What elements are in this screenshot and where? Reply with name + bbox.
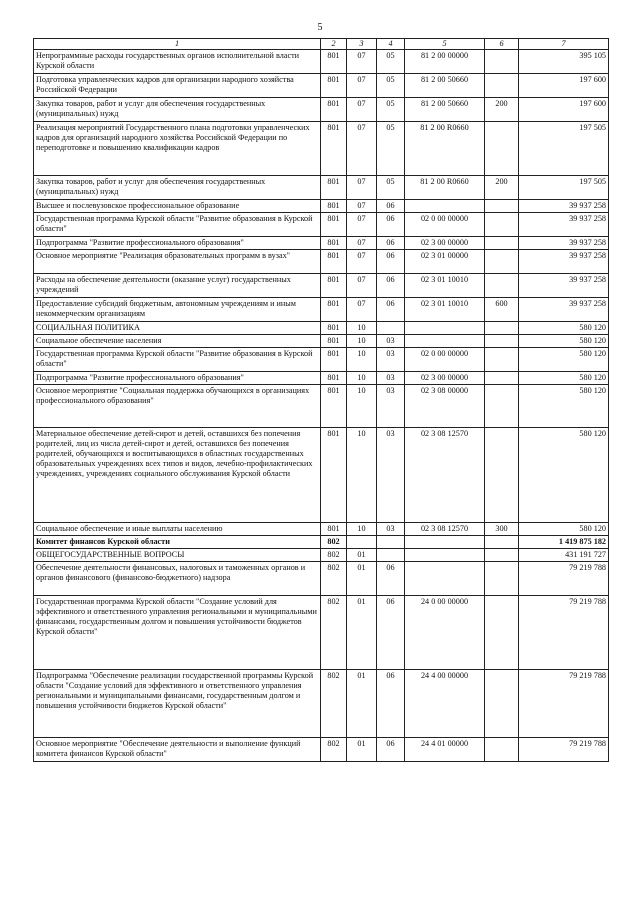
column-header: 1 [34, 39, 321, 50]
subsection-code-cell: 06 [377, 274, 405, 298]
expense-type-cell [485, 670, 519, 738]
row-name-cell: Предоставление субсидий бюджетным, автономным учреждениям и иным некоммерческим организациям [34, 298, 321, 322]
expense-type-cell [485, 213, 519, 237]
amount-cell: 580 120 [519, 428, 609, 523]
row-name-cell: Основное мероприятие "Социальная поддержка обучающихся в организациях профессионального образования" [34, 385, 321, 428]
amount-cell: 580 120 [519, 335, 609, 348]
subsection-code-cell: 06 [377, 670, 405, 738]
row-name-cell: Подпрограмма "Развитие профессионального образования" [34, 372, 321, 385]
table-row [34, 200, 609, 213]
amount-cell: 197 600 [519, 98, 609, 122]
expense-type-cell [485, 322, 519, 335]
row-name-cell: Подпрограмма "Обеспечение реализации государственной программы Курской области "Создание условий для эффективного и ответственного управления региональными и муниципальными финансами, государственным долгом и повышения устойчивости бюджетов Курской области" [34, 670, 321, 738]
row-name-cell: Основное мероприятие "Обеспечение деятельности и выполнение функций комитета финансов Курской области" [34, 738, 321, 762]
target-article-cell: 81 2 00 50660 [405, 98, 485, 122]
row-name-cell: Подготовка управленческих кадров для организации народного хозяйства Российской Федерации [34, 74, 321, 98]
expense-type-cell [485, 536, 519, 549]
section-code-cell: 07 [347, 98, 377, 122]
column-header: 3 [347, 39, 377, 50]
table-row [34, 562, 609, 596]
row-name-cell: Материальное обеспечение детей-сирот и детей, оставшихся без попечения родителей, лиц из числа детей-сирот и детей, оставшихся без попечения родителей, обучающихся и воспитывающихся в областных государственных образовательных учреждениях всех типов и видов, лечебно-профилактических учреждениях, учреждениях социального обслуживания Курской области [34, 428, 321, 523]
target-article-cell: 02 3 08 12570 [405, 428, 485, 523]
column-header: 6 [485, 39, 519, 50]
subsection-code-cell: 06 [377, 237, 405, 250]
ministry-code-cell: 801 [321, 372, 347, 385]
table-row [34, 322, 609, 335]
amount-cell: 79 219 788 [519, 596, 609, 670]
section-code-cell: 10 [347, 335, 377, 348]
section-code-cell: 07 [347, 200, 377, 213]
table-row [34, 428, 609, 523]
row-name-cell: Социальное обеспечение и иные выплаты населению [34, 523, 321, 536]
ministry-code-cell: 801 [321, 428, 347, 523]
section-code-cell: 10 [347, 372, 377, 385]
row-name-cell: Обеспечение деятельности финансовых, налоговых и таможенных органов и органов финансового (финансово-бюджетного) надзора [34, 562, 321, 596]
row-name-cell: Закупка товаров, работ и услуг для обеспечения государственных (муниципальных) нужд [34, 176, 321, 200]
table-row [34, 670, 609, 738]
target-article-cell [405, 200, 485, 213]
target-article-cell [405, 322, 485, 335]
section-code-cell: 10 [347, 428, 377, 523]
subsection-code-cell: 06 [377, 298, 405, 322]
section-code-cell: 01 [347, 562, 377, 596]
target-article-cell [405, 335, 485, 348]
subsection-code-cell: 06 [377, 738, 405, 762]
target-article-cell: 24 4 00 00000 [405, 670, 485, 738]
subsection-code-cell: 03 [377, 348, 405, 372]
table-row [34, 274, 609, 298]
ministry-code-cell: 801 [321, 348, 347, 372]
expense-type-cell [485, 335, 519, 348]
table-row [34, 596, 609, 670]
expense-type-cell [485, 738, 519, 762]
row-name-cell: Закупка товаров, работ и услуг для обеспечения государственных (муниципальных) нужд [34, 98, 321, 122]
section-code-cell: 10 [347, 523, 377, 536]
subsection-code-cell: 06 [377, 250, 405, 274]
amount-cell: 197 600 [519, 74, 609, 98]
target-article-cell: 02 3 08 12570 [405, 523, 485, 536]
table-row [34, 348, 609, 372]
subsection-code-cell: 05 [377, 98, 405, 122]
table-row [34, 385, 609, 428]
subsection-code-cell: 03 [377, 428, 405, 523]
column-header: 2 [321, 39, 347, 50]
target-article-cell: 81 2 00 R0660 [405, 122, 485, 176]
section-code-cell [347, 536, 377, 549]
expense-type-cell [485, 562, 519, 596]
amount-cell: 580 120 [519, 523, 609, 536]
amount-cell: 197 505 [519, 176, 609, 200]
amount-cell: 580 120 [519, 385, 609, 428]
section-code-cell: 07 [347, 176, 377, 200]
table-row [34, 176, 609, 200]
subsection-code-cell: 05 [377, 176, 405, 200]
expense-type-cell [485, 428, 519, 523]
section-code-cell: 01 [347, 670, 377, 738]
ministry-code-cell: 801 [321, 523, 347, 536]
target-article-cell: 81 2 00 00000 [405, 50, 485, 74]
row-name-cell: Государственная программа Курской области "Развитие образования в Курской области" [34, 213, 321, 237]
expense-type-cell [485, 549, 519, 562]
row-name-cell: Расходы на обеспечение деятельности (оказание услуг) государственных учреждений [34, 274, 321, 298]
ministry-code-cell: 801 [321, 74, 347, 98]
ministry-code-cell: 801 [321, 298, 347, 322]
column-header: 5 [405, 39, 485, 50]
row-name-cell: Реализация мероприятий Государственного плана подготовки управленческих кадров для организаций народного хозяйства Российской Федерации по переподготовке и повышению квалификации кадров [34, 122, 321, 176]
ministry-code-cell: 802 [321, 670, 347, 738]
expense-type-cell: 200 [485, 98, 519, 122]
ministry-code-cell: 801 [321, 335, 347, 348]
amount-cell: 580 120 [519, 348, 609, 372]
table-row [34, 74, 609, 98]
budget-table [33, 38, 609, 762]
subsection-code-cell [377, 536, 405, 549]
table-row [34, 738, 609, 762]
target-article-cell: 02 3 00 00000 [405, 237, 485, 250]
table-row [34, 298, 609, 322]
target-article-cell: 02 0 00 00000 [405, 213, 485, 237]
expense-type-cell [485, 200, 519, 213]
ministry-code-cell: 801 [321, 98, 347, 122]
ministry-code-cell: 802 [321, 562, 347, 596]
section-code-cell: 01 [347, 738, 377, 762]
ministry-code-cell: 801 [321, 122, 347, 176]
ministry-code-cell: 801 [321, 50, 347, 74]
row-name-cell: Подпрограмма "Развитие профессионального образования" [34, 237, 321, 250]
subsection-code-cell: 03 [377, 523, 405, 536]
ministry-code-cell: 802 [321, 596, 347, 670]
target-article-cell [405, 562, 485, 596]
ministry-code-cell: 801 [321, 200, 347, 213]
expense-type-cell [485, 372, 519, 385]
section-code-cell: 07 [347, 74, 377, 98]
amount-cell: 197 505 [519, 122, 609, 176]
target-article-cell: 24 0 00 00000 [405, 596, 485, 670]
section-code-cell: 07 [347, 50, 377, 74]
ministry-code-cell: 801 [321, 274, 347, 298]
subsection-code-cell: 03 [377, 335, 405, 348]
target-article-cell: 02 3 01 10010 [405, 298, 485, 322]
target-article-cell [405, 549, 485, 562]
row-name-cell: ОБЩЕГОСУДАРСТВЕННЫЕ ВОПРОСЫ [34, 549, 321, 562]
table-row [34, 122, 609, 176]
expense-type-cell [485, 250, 519, 274]
section-code-cell: 10 [347, 385, 377, 428]
section-code-cell: 07 [347, 122, 377, 176]
section-code-cell: 07 [347, 250, 377, 274]
amount-cell: 39 937 258 [519, 213, 609, 237]
expense-type-cell [485, 237, 519, 250]
section-code-cell: 07 [347, 298, 377, 322]
section-code-cell: 10 [347, 322, 377, 335]
ministry-code-cell: 802 [321, 738, 347, 762]
ministry-code-cell: 802 [321, 549, 347, 562]
table-row [34, 335, 609, 348]
table-row [34, 549, 609, 562]
subsection-code-cell: 05 [377, 122, 405, 176]
ministry-code-cell: 801 [321, 250, 347, 274]
row-name-cell: Социальное обеспечение населения [34, 335, 321, 348]
ministry-code-cell: 801 [321, 176, 347, 200]
amount-cell: 395 105 [519, 50, 609, 74]
section-code-cell: 07 [347, 213, 377, 237]
section-code-cell: 07 [347, 237, 377, 250]
amount-cell: 79 219 788 [519, 670, 609, 738]
subsection-code-cell: 06 [377, 596, 405, 670]
expense-type-cell [485, 385, 519, 428]
table-body [34, 50, 609, 762]
ministry-code-cell: 802 [321, 536, 347, 549]
subsection-code-cell: 03 [377, 385, 405, 428]
target-article-cell: 02 3 00 00000 [405, 372, 485, 385]
section-code-cell: 07 [347, 274, 377, 298]
table-row [34, 50, 609, 74]
table-row [34, 237, 609, 250]
table-row [34, 372, 609, 385]
row-name-cell: СОЦИАЛЬНАЯ ПОЛИТИКА [34, 322, 321, 335]
target-article-cell [405, 536, 485, 549]
target-article-cell: 81 2 00 50660 [405, 74, 485, 98]
expense-type-cell [485, 74, 519, 98]
subsection-code-cell: 03 [377, 372, 405, 385]
subsection-code-cell: 06 [377, 562, 405, 596]
target-article-cell: 02 3 08 00000 [405, 385, 485, 428]
section-code-cell: 01 [347, 549, 377, 562]
row-name-cell: Государственная программа Курской области "Создание условий для эффективного и ответственного управления региональными и муниципальными финансами, государственным долгом и повышения устойчивости бюджетов Курской области" [34, 596, 321, 670]
subsection-code-cell [377, 322, 405, 335]
row-name-cell: Комитет финансов Курской области [34, 536, 321, 549]
table-row [34, 213, 609, 237]
target-article-cell: 02 0 00 00000 [405, 348, 485, 372]
section-code-cell: 01 [347, 596, 377, 670]
amount-cell: 1 419 875 182 [519, 536, 609, 549]
expense-type-cell: 300 [485, 523, 519, 536]
amount-cell: 79 219 788 [519, 738, 609, 762]
expense-type-cell [485, 50, 519, 74]
table-row [34, 250, 609, 274]
ministry-code-cell: 801 [321, 237, 347, 250]
row-name-cell: Основное мероприятие "Реализация образовательных программ в вузах" [34, 250, 321, 274]
subsection-code-cell: 05 [377, 50, 405, 74]
target-article-cell: 02 3 01 10010 [405, 274, 485, 298]
table-row [34, 523, 609, 536]
amount-cell: 39 937 258 [519, 200, 609, 213]
amount-cell: 39 937 258 [519, 250, 609, 274]
amount-cell: 39 937 258 [519, 274, 609, 298]
expense-type-cell [485, 274, 519, 298]
ministry-code-cell: 801 [321, 322, 347, 335]
amount-cell: 79 219 788 [519, 562, 609, 596]
expense-type-cell [485, 122, 519, 176]
amount-cell: 431 191 727 [519, 549, 609, 562]
column-header: 4 [377, 39, 405, 50]
expense-type-cell: 200 [485, 176, 519, 200]
amount-cell: 580 120 [519, 322, 609, 335]
target-article-cell: 02 3 01 00000 [405, 250, 485, 274]
table-row [34, 536, 609, 549]
amount-cell: 39 937 258 [519, 298, 609, 322]
table-row [34, 98, 609, 122]
row-name-cell: Государственная программа Курской области "Развитие образования в Курской области" [34, 348, 321, 372]
row-name-cell: Высшее и послевузовское профессиональное образование [34, 200, 321, 213]
target-article-cell: 81 2 00 R0660 [405, 176, 485, 200]
subsection-code-cell: 06 [377, 213, 405, 237]
subsection-code-cell: 06 [377, 200, 405, 213]
row-name-cell: Непрограммные расходы государственных органов исполнительной власти Курской области [34, 50, 321, 74]
table-header-row [34, 39, 609, 50]
expense-type-cell: 600 [485, 298, 519, 322]
ministry-code-cell: 801 [321, 385, 347, 428]
target-article-cell: 24 4 01 00000 [405, 738, 485, 762]
expense-type-cell [485, 348, 519, 372]
subsection-code-cell [377, 549, 405, 562]
expense-type-cell [485, 596, 519, 670]
subsection-code-cell: 05 [377, 74, 405, 98]
column-header: 7 [519, 39, 609, 50]
ministry-code-cell: 801 [321, 213, 347, 237]
page-number: 5 [317, 22, 323, 33]
amount-cell: 580 120 [519, 372, 609, 385]
section-code-cell: 10 [347, 348, 377, 372]
amount-cell: 39 937 258 [519, 237, 609, 250]
